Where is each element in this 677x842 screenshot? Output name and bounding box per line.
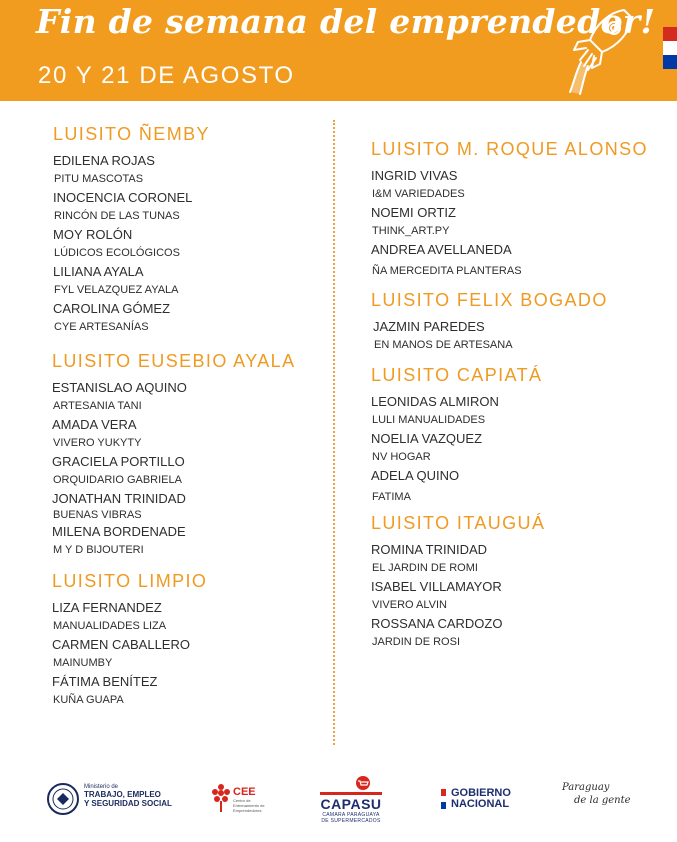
rocket-icon [566,4,638,96]
person-name: MILENA BORDENADE [52,524,186,539]
city-heading: LUISITO EUSEBIO AYALA [52,351,296,371]
business-name: VIVERO ALVIN [372,599,447,611]
business-name: LÚDICOS ECOLÓGICOS [54,247,180,259]
list-item [371,204,648,241]
person-name: ROSSANA CARDOZO [371,616,503,631]
capasu-name: CAPASU [320,796,382,812]
list-item [52,599,207,636]
list-item [371,393,542,430]
city-group [53,124,210,337]
person-name: LIZA FERNANDEZ [52,600,162,615]
header-banner [0,0,677,101]
cee-line-1: Centro de [233,798,251,803]
capasu-line-1: CAMARA PARAGUAYA [322,812,380,818]
list-item [52,673,207,710]
business-name: NV HOGAR [372,451,431,463]
person-name: ADELA QUINO [371,468,460,483]
city-group [52,351,295,560]
person-name: EDILENA ROJAS [53,153,155,168]
city-group [371,139,648,283]
business-name: CYE ARTESANÍAS [54,321,149,333]
ministry-line-2: TRABAJO, EMPLEO [84,790,161,799]
capasu-logo [316,775,386,824]
city-heading: LUISITO ÑEMBY [53,124,210,144]
cee-name: CEE [233,786,256,798]
list-item [371,167,648,204]
gobierno-flag-icon [441,789,446,809]
person-name: NOELIA VAZQUEZ [371,431,483,446]
person-name: LILIANA AYALA [53,264,144,279]
list-item [53,152,210,189]
person-name: GRACIELA PORTILLO [52,454,185,469]
list-item [52,416,295,453]
list-item [53,226,210,263]
list-item [371,615,545,652]
list-item [371,241,648,283]
gobierno-line-1: GOBIERNO [451,787,511,799]
business-name: I&M VARIEDADES [372,188,465,200]
business-name: ÑA MERCEDITA PLANTERAS [372,265,522,277]
list-item [53,189,210,226]
business-name: BUENAS VIBRAS [53,509,142,521]
person-name: MOY ROLÓN [53,227,133,242]
list-item [52,523,295,560]
person-name: CARMEN CABALLERO [52,637,190,652]
paraguay-line-2: de la gente [574,795,631,806]
person-name: JAZMIN PAREDES [373,319,485,334]
cee-line-3: Emprendedores [233,808,262,813]
page-title: Fin de semana del emprendedor! [36,2,656,41]
capasu-cart-icon [352,775,374,791]
business-name: PITU MASCOTAS [54,173,144,185]
business-name: RINCÓN DE LAS TUNAS [54,210,180,222]
person-name: ESTANISLAO AQUINO [52,380,187,395]
event-dates: 20 Y 21 DE AGOSTO [38,62,295,89]
city-heading: LUISITO LIMPIO [52,571,208,591]
person-name: INGRID VIVAS [371,168,458,183]
list-item [52,636,207,673]
business-name: VIVERO YUKYTY [53,437,142,449]
list-item [53,263,210,300]
list-item [52,379,295,416]
gobierno-line-2: NACIONAL [451,798,510,810]
city-group [371,290,608,355]
person-name: INOCENCIA CORONEL [53,190,193,205]
city-heading: LUISITO FELIX BOGADO [371,290,608,310]
business-name: EL JARDIN DE ROMI [372,562,478,574]
ministry-line-1: Ministerio de [84,784,119,790]
list-item [371,318,608,355]
business-name: EN MANOS DE ARTESANA [374,339,513,351]
list-item [52,490,295,523]
business-name: MANUALIDADES LIZA [53,620,167,632]
business-name: THINK_ART.PY [372,225,450,237]
list-item [52,453,295,490]
person-name: NOEMI ORTIZ [371,205,456,220]
business-name: ARTESANIA TANI [53,400,142,412]
city-heading: LUISITO ITAUGUÁ [371,513,546,533]
business-name: MAINUMBY [53,657,113,669]
ministry-line-3: Y SEGURIDAD SOCIAL [84,799,172,808]
person-name: ROMINA TRINIDAD [371,542,488,557]
business-name: LULI MANUALIDADES [372,414,486,426]
person-name: JONATHAN TRINIDAD [52,491,186,506]
list-item [53,300,210,337]
cee-line-2: Entrenamiento de [233,803,265,808]
list-item [371,578,545,615]
business-name: ORQUIDARIO GABRIELA [53,474,182,486]
paraguay-de-la-gente-logo [562,781,631,807]
list-item [371,430,542,467]
business-name: KUÑA GUAPA [53,694,124,706]
list-item [371,467,542,509]
person-name: LEONIDAS ALMIRON [371,394,499,409]
city-heading: LUISITO CAPIATÁ [371,365,543,385]
business-name: FYL VELAZQUEZ AYALA [54,284,179,296]
paraguay-flag-icon [663,27,677,69]
paraguay-line-1: Paraguay [562,782,610,793]
list-item [371,541,545,578]
person-name: ISABEL VILLAMAYOR [371,579,502,594]
cee-flower-icon [211,783,231,813]
column-divider [333,120,335,745]
business-name: JARDIN DE ROSI [372,636,461,648]
business-name: M Y D BIJOUTERI [53,544,144,556]
capasu-line-2: DE SUPERMERCADOS [321,818,381,824]
person-name: FÁTIMA BENÍTEZ [52,674,158,689]
ministry-seal-icon [46,782,80,816]
city-group [52,571,207,710]
person-name: CAROLINA GÓMEZ [53,301,171,316]
city-group [371,513,545,652]
city-group [371,365,542,509]
person-name: AMADA VERA [52,417,137,432]
person-name: ANDREA AVELLANEDA [371,242,512,257]
business-name: FATIMA [372,491,411,503]
city-heading: LUISITO M. ROQUE ALONSO [371,139,648,159]
